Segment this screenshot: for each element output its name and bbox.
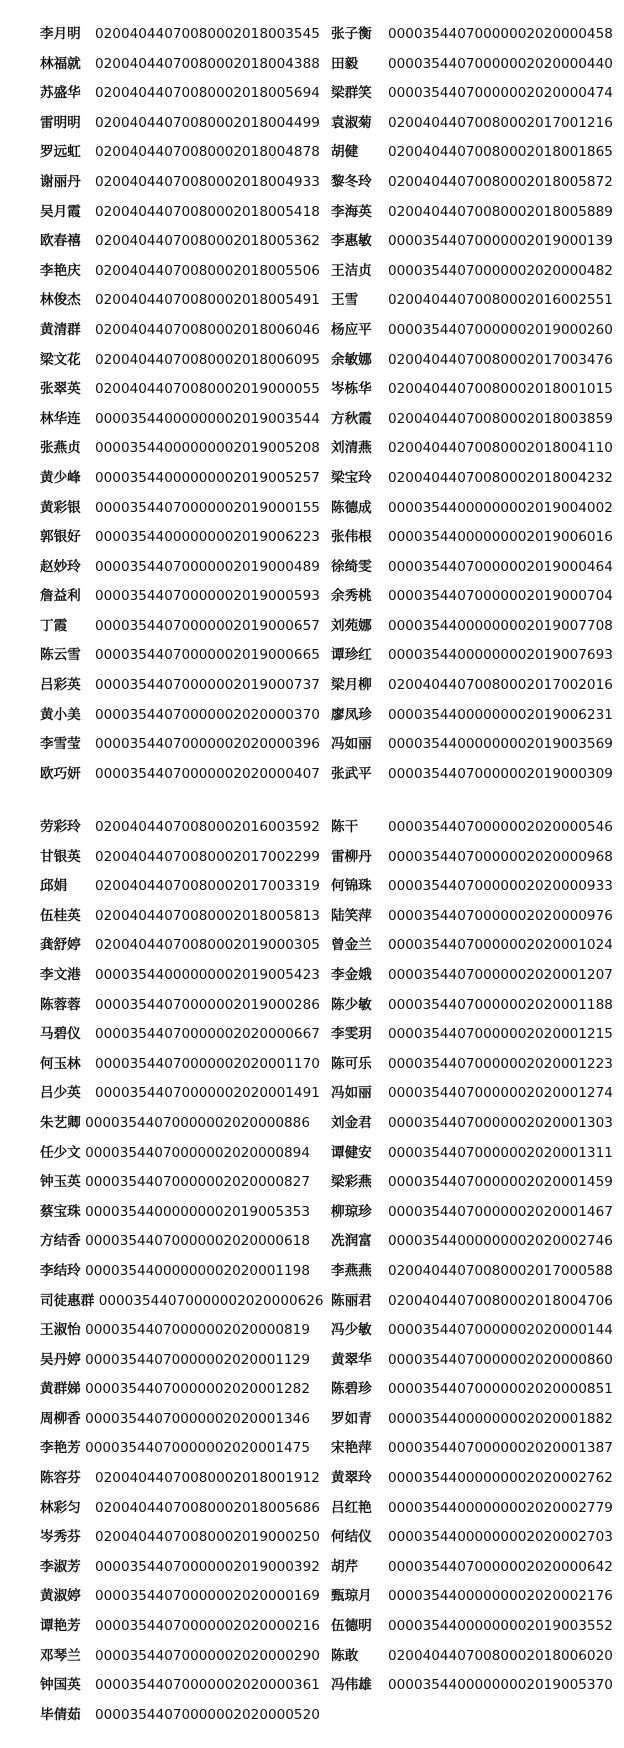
account-number: 00003544070000002019000464 <box>388 558 613 575</box>
person-name: 陈碧珍 <box>331 1381 372 1398</box>
person-name: 黄翠玲 <box>331 1470 372 1487</box>
person-name: 苏盛华 <box>40 85 81 102</box>
person-name: 徐绮雯 <box>331 558 372 575</box>
account-number: 02004044070080002018001015 <box>388 381 613 398</box>
person-name: 何锦珠 <box>331 878 372 895</box>
person-name: 黎冬玲 <box>331 173 372 190</box>
entry-cell <box>40 1434 310 1464</box>
person-name: 岑秀芬 <box>40 1529 81 1546</box>
account-number: 00003544070000002020001024 <box>388 937 613 954</box>
person-name: 吴丹婷 <box>40 1351 81 1368</box>
account-number: 02004044070080002018005694 <box>95 85 320 102</box>
account-number: 00003544070000002019000139 <box>388 233 613 250</box>
table-row <box>0 168 624 198</box>
person-name: 雷柳丹 <box>331 848 372 865</box>
account-number: 00003544000000002020002703 <box>388 1529 613 1546</box>
account-number: 02004044070080002019000305 <box>95 937 320 954</box>
person-name: 张子衡 <box>331 26 372 42</box>
account-number: 00003544000000002019005370 <box>388 1677 613 1694</box>
table-row <box>0 464 624 494</box>
person-name: 李海英 <box>331 203 372 220</box>
account-number: 00003544000000002020002762 <box>388 1470 613 1487</box>
account-number: 00003544070000002019000737 <box>95 677 320 694</box>
table-row <box>0 553 624 583</box>
account-number: 00003544070000002019000392 <box>95 1558 320 1575</box>
account-number: 02004044070080002018004706 <box>388 1292 613 1309</box>
table-row <box>0 1671 624 1701</box>
table-row <box>0 813 624 843</box>
account-number: 00003544000000002020002746 <box>388 1233 613 1250</box>
person-name: 王洁贞 <box>331 262 372 279</box>
table-row <box>0 227 624 257</box>
person-name: 何玉林 <box>40 1055 81 1072</box>
person-name: 黄清群 <box>40 321 81 338</box>
account-number: 00003544070000002020000819 <box>85 1322 310 1339</box>
table-row <box>0 1464 624 1494</box>
account-number: 02004044070080002017002016 <box>388 677 613 694</box>
person-name: 朱艺卿 <box>40 1114 81 1131</box>
account-number: 02004044070080002016003592 <box>95 819 320 835</box>
account-number: 02004044070080002017003319 <box>95 878 320 895</box>
person-name: 伍桂英 <box>40 907 81 924</box>
account-number: 00003544070000002020000860 <box>388 1351 613 1368</box>
list-section-2 <box>0 813 624 1730</box>
table-row <box>0 198 624 228</box>
account-number: 02004044070080002018005813 <box>95 907 320 924</box>
account-number: 02004044070080002019000250 <box>95 1529 320 1546</box>
person-name: 冯少敏 <box>331 1322 372 1339</box>
table-row <box>0 902 624 932</box>
table-row <box>0 138 624 168</box>
table-row <box>0 991 624 1021</box>
person-name: 李艳芳 <box>40 1440 81 1457</box>
table-row <box>0 286 624 316</box>
account-number: 02004044070080002018005362 <box>95 233 320 250</box>
table-row <box>0 1050 624 1080</box>
account-number: 00003544070000002020000482 <box>388 262 613 279</box>
table-row <box>0 1642 624 1672</box>
account-number: 00003544070000002020001491 <box>95 1085 320 1102</box>
account-number: 00003544000000002020001882 <box>388 1410 613 1427</box>
person-name: 劳彩玲 <box>40 819 81 835</box>
account-number: 00003544070000002020001467 <box>388 1203 613 1220</box>
table-row <box>0 1079 624 1109</box>
account-number: 00003544070000002020000968 <box>388 848 613 865</box>
account-number: 02004044070080002018001865 <box>388 144 613 161</box>
account-number: 00003544070000002019000657 <box>95 617 320 634</box>
list-section-1 <box>0 20 624 789</box>
table-row <box>0 760 624 790</box>
account-number: 00003544000000002019005257 <box>95 469 320 486</box>
table-row <box>0 1494 624 1524</box>
account-number: 02004044070080002016002551 <box>388 292 613 309</box>
account-number: 02004044070080002017002299 <box>95 848 320 865</box>
table-row <box>0 50 624 80</box>
account-number: 02004044070080002018005872 <box>388 173 613 190</box>
person-name: 黄小美 <box>40 706 81 723</box>
account-number: 02004044070080002018004110 <box>388 440 613 457</box>
account-number: 00003544070000002020000370 <box>95 706 320 723</box>
person-name: 李月明 <box>40 26 81 42</box>
person-name: 何结仪 <box>331 1529 372 1546</box>
person-name: 冯伟雄 <box>331 1677 372 1694</box>
account-number: 00003544070000002020000546 <box>388 819 613 835</box>
account-number: 00003544070000002020001129 <box>85 1351 310 1368</box>
account-number: 00003544000000002019006231 <box>388 706 613 723</box>
account-number: 00003544000000002019003552 <box>388 1618 613 1635</box>
account-number: 00003544070000002020000886 <box>85 1114 310 1131</box>
person-name: 詹益利 <box>40 588 81 605</box>
person-name: 林福就 <box>40 55 81 72</box>
person-name: 梁宝玲 <box>331 469 372 486</box>
person-name: 李文港 <box>40 966 81 983</box>
account-number: 02004044070080002018005506 <box>95 262 320 279</box>
person-name: 陈敢 <box>331 1647 359 1664</box>
person-name: 任少文 <box>40 1144 81 1161</box>
table-row <box>0 843 624 873</box>
entry-cell <box>40 1139 310 1169</box>
person-name: 李艳庆 <box>40 262 81 279</box>
person-name: 郭银好 <box>40 529 81 546</box>
person-name: 梁文花 <box>40 351 81 368</box>
person-name: 蔡宝珠 <box>40 1203 81 1220</box>
account-number: 02004044070080002017003476 <box>388 351 613 368</box>
person-name: 岑栋华 <box>331 381 372 398</box>
table-row <box>0 346 624 376</box>
account-number: 00003544000000002019005353 <box>85 1203 310 1220</box>
table-row <box>0 1346 624 1376</box>
person-name: 陈德成 <box>331 499 372 516</box>
person-name: 谭健安 <box>331 1144 372 1161</box>
account-number: 00003544000000002019003544 <box>95 410 320 427</box>
person-name: 谭珍红 <box>331 647 372 664</box>
account-number: 00003544070000002020000440 <box>388 55 613 72</box>
person-name: 谭艳芳 <box>40 1618 81 1635</box>
person-name: 方结香 <box>40 1233 81 1250</box>
table-row <box>0 582 624 612</box>
table-row <box>0 434 624 464</box>
person-name: 黄群娣 <box>40 1381 81 1398</box>
person-name: 冯如丽 <box>331 736 372 753</box>
person-name: 冯如丽 <box>331 1085 372 1102</box>
person-name: 梁月柳 <box>331 677 372 694</box>
account-number: 02004044070080002018004933 <box>95 173 320 190</box>
entry-cell <box>40 1198 310 1228</box>
person-name: 李雯玥 <box>331 1026 372 1043</box>
account-number: 00003544070000002020001346 <box>85 1410 310 1427</box>
person-name: 黄彩银 <box>40 499 81 516</box>
person-name: 欧巧妍 <box>40 765 81 782</box>
person-name: 袁淑菊 <box>331 114 372 131</box>
account-number: 00003544070000002020001311 <box>388 1144 613 1161</box>
account-number: 00003544000000002019004002 <box>388 499 613 516</box>
table-row <box>0 257 624 287</box>
person-name: 王淑怡 <box>40 1322 81 1339</box>
person-name: 余敏娜 <box>331 351 372 368</box>
person-name: 李燕燕 <box>331 1262 372 1279</box>
person-name: 甘银英 <box>40 848 81 865</box>
account-number: 02004044070080002018005686 <box>95 1499 320 1516</box>
account-number: 02004044070080002018006046 <box>95 321 320 338</box>
account-number: 02004044070080002017001216 <box>388 114 613 131</box>
account-number: 00003544000000002019005208 <box>95 440 320 457</box>
person-name: 吕彩英 <box>40 677 81 694</box>
entry-cell <box>40 1168 310 1198</box>
person-name: 张武平 <box>331 765 372 782</box>
account-number: 00003544070000002020001459 <box>388 1174 613 1191</box>
account-number: 00003544070000002019000665 <box>95 647 320 664</box>
account-number: 00003544070000002020000618 <box>85 1233 310 1250</box>
person-name: 罗远虹 <box>40 144 81 161</box>
table-row <box>0 109 624 139</box>
entry-cell <box>40 1287 324 1317</box>
table-row <box>0 405 624 435</box>
account-number: 00003544000000002020001198 <box>85 1262 310 1279</box>
person-name: 伍德明 <box>331 1618 372 1635</box>
account-number: 00003544070000002020000290 <box>95 1647 320 1664</box>
person-name: 余秀桃 <box>331 588 372 605</box>
account-number: 00003544000000002019006223 <box>95 529 320 546</box>
person-name: 胡芹 <box>331 1558 359 1575</box>
account-number: 00003544070000002019000489 <box>95 558 320 575</box>
account-number: 00003544070000002020000933 <box>388 878 613 895</box>
account-number: 00003544070000002020001274 <box>388 1085 613 1102</box>
account-number: 02004044070080002018005418 <box>95 203 320 220</box>
person-name: 陈少敏 <box>331 996 372 1013</box>
account-number: 00003544070000002020000361 <box>95 1677 320 1694</box>
person-name: 谢丽丹 <box>40 173 81 190</box>
account-number: 00003544000000002020002779 <box>388 1499 613 1516</box>
table-row <box>0 1168 624 1198</box>
person-name: 刘清燕 <box>331 440 372 457</box>
account-number: 00003544070000002019000593 <box>95 588 320 605</box>
person-name: 杨应平 <box>331 321 372 338</box>
table-row <box>0 701 624 731</box>
person-name: 王雪 <box>331 292 359 309</box>
account-number: 00003544070000002020000216 <box>95 1618 320 1635</box>
table-row <box>0 1375 624 1405</box>
entry-cell <box>40 1257 310 1287</box>
person-name: 张伟根 <box>331 529 372 546</box>
person-name: 宋艳萍 <box>331 1440 372 1457</box>
account-number: 00003544000000002019003569 <box>388 736 613 753</box>
person-name: 冼润富 <box>331 1233 372 1250</box>
person-name: 周柳香 <box>40 1410 81 1427</box>
account-number: 00003544070000002020000407 <box>95 765 320 782</box>
person-name: 陈容芬 <box>40 1470 81 1487</box>
account-number: 00003544070000002020001387 <box>388 1440 613 1457</box>
account-number: 00003544070000002020000144 <box>388 1322 613 1339</box>
person-name: 张燕贞 <box>40 440 81 457</box>
person-name: 赵妙玲 <box>40 558 81 575</box>
account-number: 00003544000000002019005423 <box>95 966 320 983</box>
account-number: 02004044070080002017000588 <box>388 1262 613 1279</box>
account-number: 00003544070000002020001475 <box>85 1440 310 1457</box>
person-name: 钟国英 <box>40 1677 81 1694</box>
table-row <box>0 1257 624 1287</box>
account-number: 00003544070000002020001303 <box>388 1114 613 1131</box>
person-name: 司徒惠群 <box>40 1292 95 1309</box>
account-number: 02004044070080002018001912 <box>95 1470 320 1487</box>
account-number: 00003544070000002020000458 <box>388 26 613 42</box>
account-number: 00003544070000002020001188 <box>388 996 613 1013</box>
person-name: 陈丽君 <box>331 1292 372 1309</box>
person-name: 张翠英 <box>40 381 81 398</box>
table-row <box>0 961 624 991</box>
table-row <box>0 1701 624 1731</box>
table-row <box>0 1020 624 1050</box>
account-number: 00003544000000002020002176 <box>388 1588 613 1605</box>
person-name: 李雪莹 <box>40 736 81 753</box>
person-name: 李金娥 <box>331 966 372 983</box>
account-number: 00003544070000002020001215 <box>388 1026 613 1043</box>
account-number: 00003544070000002020001282 <box>85 1381 310 1398</box>
table-row <box>0 1198 624 1228</box>
person-name: 吴月霞 <box>40 203 81 220</box>
person-name: 陈蓉蓉 <box>40 996 81 1013</box>
person-name: 林俊杰 <box>40 292 81 309</box>
account-number: 00003544070000002020000851 <box>388 1381 613 1398</box>
table-row <box>0 1316 624 1346</box>
person-name: 丁霞 <box>40 617 68 634</box>
account-number: 00003544070000002020000474 <box>388 85 613 102</box>
account-number: 00003544070000002020000667 <box>95 1026 320 1043</box>
person-name: 田毅 <box>331 55 359 72</box>
table-row <box>0 316 624 346</box>
account-number: 00003544070000002019000704 <box>388 588 613 605</box>
account-number: 02004044070080002018004388 <box>95 55 320 72</box>
person-name: 罗如青 <box>331 1410 372 1427</box>
entry-cell <box>40 1316 310 1346</box>
person-name: 邓琴兰 <box>40 1647 81 1664</box>
table-row <box>0 20 624 50</box>
account-number: 00003544070000002020001207 <box>388 966 613 983</box>
entry-cell <box>40 1405 310 1435</box>
table-row <box>0 671 624 701</box>
table-row <box>0 730 624 760</box>
account-number: 02004044070080002018004232 <box>388 469 613 486</box>
person-name: 陈干 <box>331 819 359 835</box>
account-number: 00003544070000002020000626 <box>98 1292 324 1309</box>
account-number: 00003544070000002020001170 <box>95 1055 320 1072</box>
entry-cell <box>40 1346 310 1376</box>
account-number: 02004044070080002019000055 <box>95 381 320 398</box>
person-name: 邱娟 <box>40 878 68 895</box>
person-name: 方秋霞 <box>331 410 372 427</box>
person-name: 李结玲 <box>40 1262 81 1279</box>
account-number: 00003544070000002020001223 <box>388 1055 613 1072</box>
person-name: 龚舒婷 <box>40 937 81 954</box>
account-number: 00003544070000002020000976 <box>388 907 613 924</box>
table-row <box>0 1612 624 1642</box>
account-number: 02004044070080002018004878 <box>95 144 320 161</box>
entry-cell <box>40 1109 310 1139</box>
person-name: 梁彩燕 <box>331 1174 372 1191</box>
account-number: 00003544070000002020000396 <box>95 736 320 753</box>
table-row <box>0 1434 624 1464</box>
table-row <box>0 931 624 961</box>
account-number: 00003544070000002019000286 <box>95 996 320 1013</box>
table-row <box>0 1287 624 1317</box>
entry-cell <box>40 1375 310 1405</box>
person-name: 钟玉英 <box>40 1174 81 1191</box>
person-name: 马碧仪 <box>40 1026 81 1043</box>
person-name: 陈可乐 <box>331 1055 372 1072</box>
table-row <box>0 523 624 553</box>
person-name: 李惠敏 <box>331 233 372 250</box>
table-row <box>0 1109 624 1139</box>
entry-cell <box>40 1227 310 1257</box>
person-name: 林彩匀 <box>40 1499 81 1516</box>
person-name: 柳琼珍 <box>331 1203 372 1220</box>
person-name: 林华连 <box>40 410 81 427</box>
account-number: 00003544070000002020000642 <box>388 1558 613 1575</box>
table-row <box>0 1227 624 1257</box>
table-row <box>0 494 624 524</box>
table-row <box>0 641 624 671</box>
person-name: 陆笑萍 <box>331 907 372 924</box>
table-row <box>0 1582 624 1612</box>
table-row <box>0 1523 624 1553</box>
account-number: 02004044070080002018003545 <box>95 26 320 42</box>
account-number: 02004044070080002018006020 <box>388 1647 613 1664</box>
account-number: 02004044070080002018006095 <box>95 351 320 368</box>
account-number: 02004044070080002018004499 <box>95 114 320 131</box>
account-number: 02004044070080002018003859 <box>388 410 613 427</box>
person-name: 廖凤珍 <box>331 706 372 723</box>
person-name: 黄淑婷 <box>40 1588 81 1605</box>
person-name: 毕倩茹 <box>40 1706 81 1723</box>
account-number: 00003544000000002019006016 <box>388 529 613 546</box>
account-number: 00003544070000002019000260 <box>388 321 613 338</box>
table-row <box>0 375 624 405</box>
person-name: 甄琼月 <box>331 1588 372 1605</box>
table-row <box>0 1139 624 1169</box>
account-number: 00003544070000002019000309 <box>388 765 613 782</box>
table-row <box>0 1405 624 1435</box>
person-name: 黄少峰 <box>40 469 81 486</box>
person-name: 曾金兰 <box>331 937 372 954</box>
person-name: 欧春禧 <box>40 233 81 250</box>
person-name: 吕红艳 <box>331 1499 372 1516</box>
account-number: 00003544000000002019007708 <box>388 617 613 634</box>
table-row <box>0 1553 624 1583</box>
person-name: 陈云雪 <box>40 647 81 664</box>
person-name: 黄翠华 <box>331 1351 372 1368</box>
account-number: 00003544070000002020000827 <box>85 1174 310 1191</box>
account-number: 00003544070000002019000155 <box>95 499 320 516</box>
person-name: 刘金君 <box>331 1114 372 1131</box>
person-name: 梁群笑 <box>331 85 372 102</box>
person-name: 胡健 <box>331 144 359 161</box>
account-number: 02004044070080002018005889 <box>388 203 613 220</box>
account-number: 00003544070000002020000894 <box>85 1144 310 1161</box>
table-row <box>0 872 624 902</box>
account-number: 00003544070000002020000520 <box>95 1706 320 1723</box>
person-name: 李淑芳 <box>40 1558 81 1575</box>
account-number: 00003544070000002020000169 <box>95 1588 320 1605</box>
table-row <box>0 79 624 109</box>
account-number: 02004044070080002018005491 <box>95 292 320 309</box>
account-number: 00003544000000002019007693 <box>388 647 613 664</box>
person-name: 吕少英 <box>40 1085 81 1102</box>
table-row <box>0 612 624 642</box>
person-name: 雷明明 <box>40 114 81 131</box>
person-name: 刘苑娜 <box>331 617 372 634</box>
